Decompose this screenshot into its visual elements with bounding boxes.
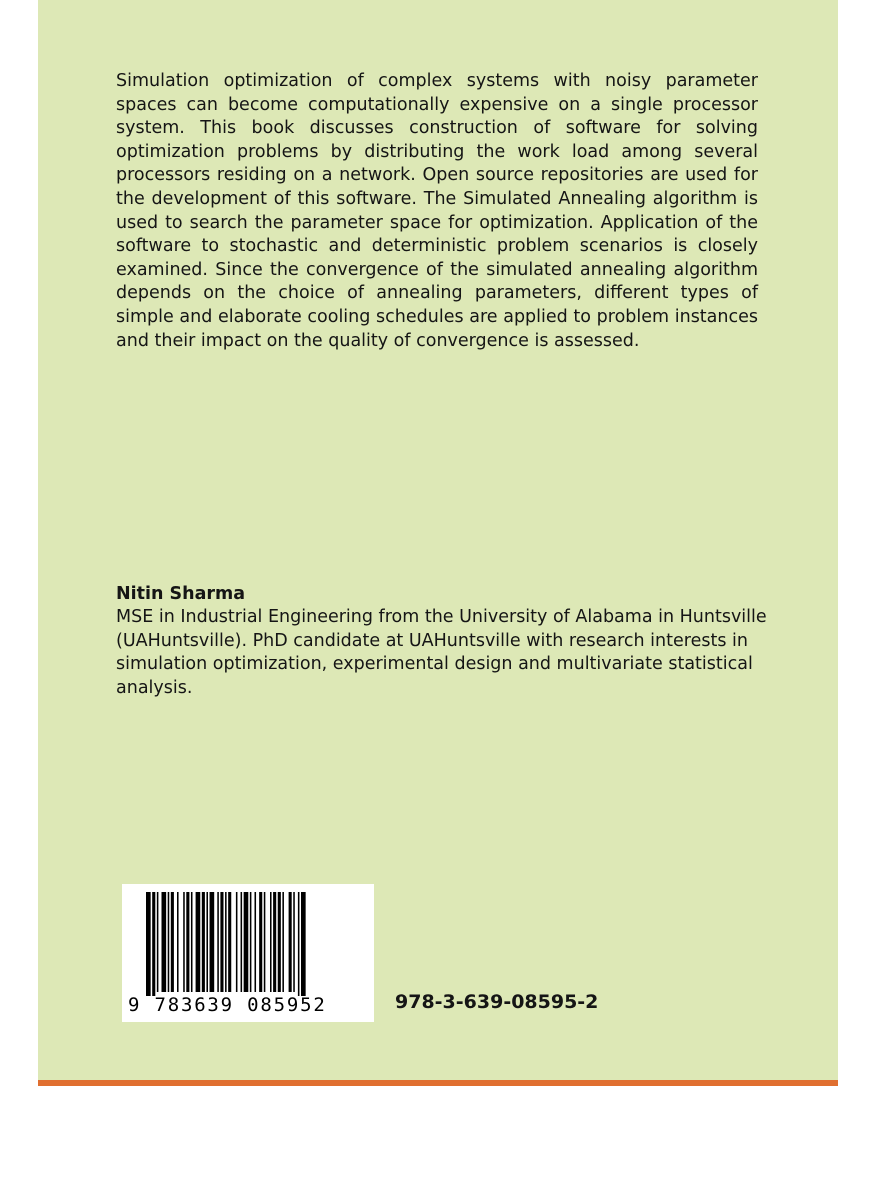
barcode-bar bbox=[202, 892, 205, 992]
barcode-bar bbox=[157, 892, 159, 992]
barcode-bar bbox=[241, 892, 243, 992]
barcode-bars bbox=[122, 884, 374, 996]
barcode-bar bbox=[217, 892, 219, 992]
barcode-bar bbox=[196, 892, 201, 992]
barcode-bar bbox=[236, 892, 238, 992]
barcode-bar bbox=[228, 892, 231, 992]
barcode-bar bbox=[259, 892, 262, 992]
barcode-bar bbox=[168, 892, 170, 992]
barcode-bar bbox=[301, 892, 306, 996]
barcode-bar bbox=[191, 892, 193, 992]
author-name: Nitin Sharma bbox=[116, 584, 246, 604]
book-blurb: Simulation optimization of complex systems with noisy parameter spaces can become computationally expensive on a single processor system. This book discusses construction of software for solving optimization problems by distributing the work load among several processors residing on a network. Open source repositories are used for the development of this software. The Simulated Annealing algorithm is used to search the parameter space for optimization. Application of the software to stochastic and deterministic problem scenarios is closely examined. Since the convergence of the simulated annealing algorithm depends on the choice of annealing parameters, different types of simple and elaborate cooling schedules are applied to problem instances and their impact on the quality of convergence is assessed. bbox=[116, 71, 758, 351]
author-bio: MSE in Industrial Engineering from the University of Alabama in Huntsville (UAHuntsville). PhD candidate at UAHuntsville with research interests in simulation optimization, experimental design and multivariate statistical analysis. bbox=[116, 607, 767, 698]
barcode-bar bbox=[162, 892, 167, 992]
barcode-bar bbox=[177, 892, 179, 992]
barcode-bar bbox=[146, 892, 151, 996]
barcode-bar bbox=[206, 892, 208, 992]
barcode-bar bbox=[183, 892, 185, 992]
barcode-bar bbox=[270, 892, 272, 992]
barcode-bar bbox=[273, 892, 276, 992]
barcode-bar bbox=[171, 892, 174, 992]
barcode-bar bbox=[210, 892, 215, 992]
author-section bbox=[116, 582, 776, 700]
barcode-bar bbox=[220, 892, 223, 992]
barcode-bar bbox=[264, 892, 266, 992]
barcode-bar bbox=[152, 892, 155, 996]
isbn-number: 978-3-639-08595-2 bbox=[395, 991, 599, 1013]
barcode-bar bbox=[244, 892, 249, 992]
accent-stripe bbox=[38, 1080, 838, 1086]
barcode-bar bbox=[250, 892, 252, 992]
barcode-bar bbox=[225, 892, 227, 992]
barcode-bar bbox=[298, 892, 300, 996]
barcode-digits: 9 783639 085952 bbox=[128, 994, 327, 1016]
barcode-bar bbox=[289, 892, 292, 992]
barcode-bar bbox=[255, 892, 257, 992]
barcode-bar bbox=[278, 892, 281, 992]
barcode-bar bbox=[293, 892, 295, 992]
barcode bbox=[122, 884, 374, 1022]
barcode-bar bbox=[282, 892, 284, 992]
barcode-bar bbox=[186, 892, 189, 992]
